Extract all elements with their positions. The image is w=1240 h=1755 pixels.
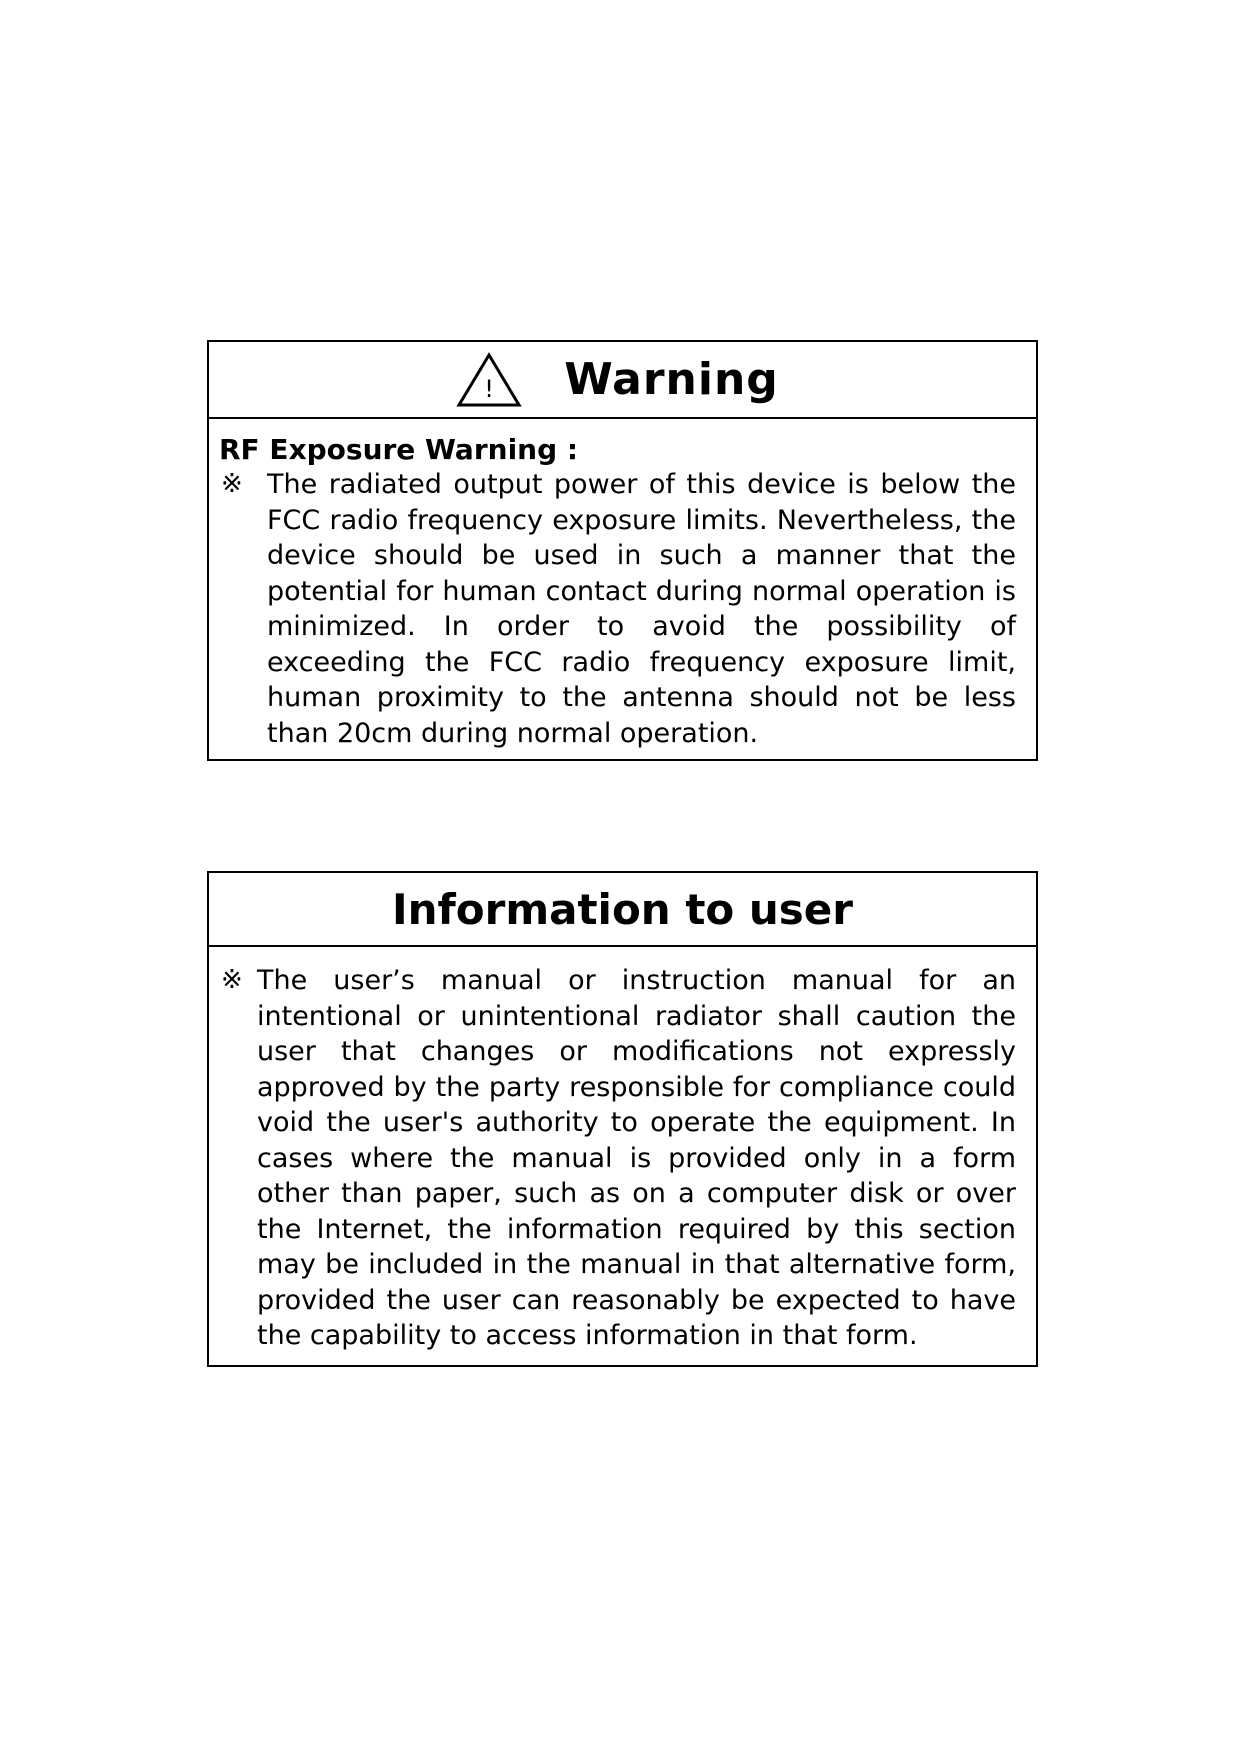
rf-exposure-text: The radiated output power of this device is below the FCC radio frequency exposure limits. Nevertheless, the device should be used in such a manner that the potential for human contact during normal operation is minimized. In order to avoid the possibility of exceeding the FCC radio frequency exposure limit, human proximity to the antenna should not be less than 20cm during normal operation.: [267, 469, 1016, 749]
warning-header: [209, 342, 1036, 419]
reference-mark: ※: [221, 965, 243, 995]
information-body: [209, 947, 1036, 1354]
information-header: [209, 873, 1036, 947]
warning-title: Warning: [564, 354, 779, 405]
warning-body: [209, 419, 1036, 751]
warning-triangle-icon: [456, 352, 522, 408]
information-box: [207, 871, 1038, 1367]
svg-text:!: !: [484, 374, 495, 403]
reference-mark: ※: [221, 469, 243, 499]
rf-exposure-note: [219, 467, 1016, 751]
information-title: Information to user: [392, 884, 853, 934]
information-text: The user’s manual or instruction manual for an intentional or unintentional radiator shall caution the user that changes or modifications not expressly approved by the party responsible for compliance could void the user's authority to operate the equipment. In cases where the manual is provided only in a form other than paper, such as on a computer disk or over the Internet, the information required by this section may be included in the manual in that alternative form, provided the user can reasonably be expected to have the capability to access information in that form.: [257, 965, 1016, 1351]
information-note: [219, 963, 1016, 1354]
rf-exposure-subheading: RF Exposure Warning :: [219, 433, 579, 466]
warning-box: [207, 340, 1038, 761]
